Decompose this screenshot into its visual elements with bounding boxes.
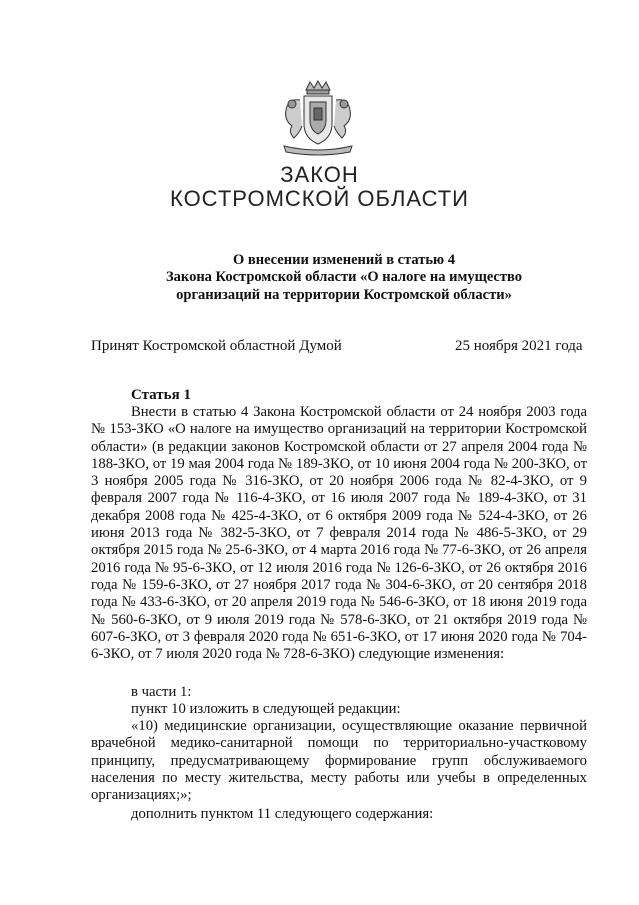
subject-line1: О внесении изменений в статью 4 bbox=[232, 252, 456, 268]
item10-intro: пункт 10 изложить в следующей редакции: bbox=[131, 701, 401, 717]
article-heading: Статья 1 bbox=[131, 387, 191, 403]
coat-of-arms-emblem bbox=[270, 80, 366, 158]
subject-line2: Закона Костромской области «О налоге на имущество bbox=[166, 269, 522, 285]
article-main-paragraph: Внести в статью 4 Закона Костромской области от 24 ноября 2003 года № 153-ЗКО «О налоге на имущество организаций на территории Костромской области» (в редакции законов Костромской области от 27 апреля 2004 года № 188-ЗКО, от 19 мая 2004 года № 189-ЗКО, от 10 июня 2004 года № 200-ЗКО, от 3 ноября 2005 года № 316-ЗКО, от 20 ноября 2006 года № 82-4-ЗКО, от 9 февраля 2007 года № 116-4-ЗКО, от 16 июля 2007 года № 189-4-ЗКО, от 31 декабря 2008 года № 425-4-ЗКО, от 6 октября 2009 года № 524-4-ЗКО, от 26 июня 2013 года № 382-5-ЗКО, от 7 февраля 2014 года № 486-5-ЗКО, от 29 октября 2015 года № 25-6-ЗКО, от 4 марта 2016 года № 77-6-ЗКО, от 26 апреля 2016 года № 95-6-ЗКО, от 12 июля 2016 года № 126-6-ЗКО, от 26 октября 2016 года № 159-6-ЗКО, от 27 ноября 2017 года № 304-6-ЗКО, от 20 сентября 2018 года № 433-6-ЗКО, от 20 апреля 2019 года № 546-6-ЗКО, от 18 июня 2019 года № 560-6-ЗКО, от 9 июля 2019 года № 578-6-ЗКО, от 21 октября 2019 года № 607-6-ЗКО, от 3 февраля 2020 года № 651-6-ЗКО, от 17 июня 2020 года № 704-6-ЗКО, от 7 июля 2020 года № 728-6-ЗКО) следующие изменения: bbox=[91, 404, 587, 663]
item11-intro: дополнить пунктом 11 следующего содержания: bbox=[131, 806, 434, 822]
adoption-date: 25 ноября 2021 года bbox=[455, 338, 583, 354]
law-title-line1: ЗАКОН bbox=[280, 162, 359, 187]
adopted-by: Принят Костромской областной Думой bbox=[91, 338, 342, 354]
law-title-line2: КОСТРОМСКОЙ ОБЛАСТИ bbox=[170, 186, 469, 211]
subject-line3: организаций на территории Костромской области» bbox=[176, 287, 512, 303]
item10-text: «10) медицинские организации, осуществляющие оказание первичной врачебной медико-санитарной помощи по территориально-участковому принципу, предусматривающему формирование групп обслуживаемого населения по месту жительства, месту работы или учебы в определенных организациях;»; bbox=[91, 718, 587, 804]
part-line: в части 1: bbox=[131, 684, 192, 700]
